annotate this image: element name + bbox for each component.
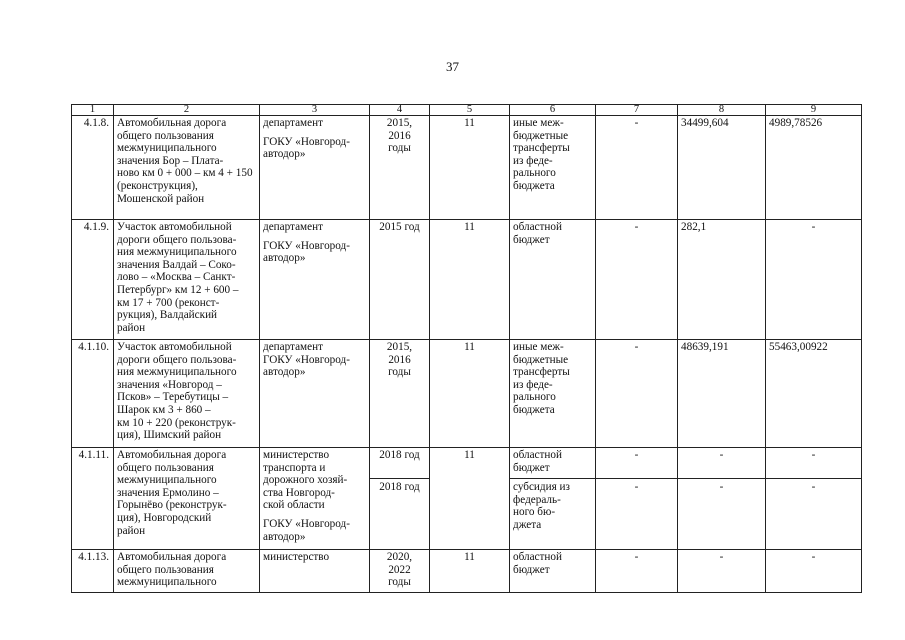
funding-source: областной бюджет [510, 220, 596, 340]
col9-value: - [766, 550, 862, 593]
col7-value: - [596, 116, 678, 220]
col-header-9: 9 [766, 105, 862, 116]
col7-value: - [596, 220, 678, 340]
col8-value: 282,1 [678, 220, 766, 340]
object-name: Автомобильная дорога общего пользования межмуниципального [114, 550, 260, 593]
program-table [71, 104, 862, 593]
col-header-5: 5 [430, 105, 510, 116]
funding-source: областной бюджет [510, 448, 596, 479]
col7-value: - [596, 479, 678, 550]
object-name: Участок автомобильной дороги общего пользова- ния межмуниципального значения Валдай – Соко- лово – «Москва – Санкт- Петербург» км 12 + 600 – км 17 + 700 (реконст- рукция), Валдайский район [114, 220, 260, 340]
col9-value: - [766, 479, 862, 550]
row-number: 4.1.8. [72, 116, 114, 220]
executor-primary: департамент [263, 221, 323, 233]
executor-primary: министерство [260, 550, 370, 593]
col7-value: - [596, 448, 678, 479]
col9-value: 55463,00922 [766, 340, 862, 448]
years: 2018 год [370, 448, 430, 479]
row-number: 4.1.13. [72, 550, 114, 593]
col8-value: - [678, 479, 766, 550]
funding-source: иные меж- бюджетные трансферты из феде- рального бюджета [510, 340, 596, 448]
col9-value: 4989,78526 [766, 116, 862, 220]
object-name: Участок автомобильной дороги общего пользова- ния межмуниципального значения «Новгород – Псков» – Теребутицы – Шарок км 3 + 860 – км 10 + 220 (реконструк- ция), Шимский район [114, 340, 260, 448]
col7-value: - [596, 550, 678, 593]
executor-primary: министерство транспорта и дорожного хозяй- ства Новгород- ской области [263, 449, 348, 512]
table-row [72, 116, 862, 220]
col5-value: 11 [430, 220, 510, 340]
object-name: Автомобильная дорога общего пользования межмуниципального значения Бор – Плата- ново км 0 + 000 – км 4 + 150 (реконструкция), Мошенской район [114, 116, 260, 220]
col-header-8: 8 [678, 105, 766, 116]
col-header-1: 1 [72, 105, 114, 116]
funding-source: областной бюджет [510, 550, 596, 593]
years: 2015, 2016 годы [370, 116, 430, 220]
executor-cell [260, 220, 370, 340]
header-row [72, 105, 862, 116]
object-name: Автомобильная дорога общего пользования межмуниципального значения Ермолино – Горынёво (реконструк- ция), Новгородский район [114, 448, 260, 550]
col-header-3: 3 [260, 105, 370, 116]
col-header-7: 7 [596, 105, 678, 116]
executor-primary: департамент [263, 117, 323, 129]
col8-value: - [678, 550, 766, 593]
table-row [72, 448, 862, 479]
years: 2018 год [370, 479, 430, 550]
executor-secondary: ГОКУ «Новгород- автодор» [263, 353, 350, 379]
executor-primary: департамент [263, 341, 323, 353]
col5-value: 11 [430, 116, 510, 220]
col8-value: 34499,604 [678, 116, 766, 220]
col5-value: 11 [430, 448, 510, 550]
executor-secondary: ГОКУ «Новгород- автодор» [263, 135, 350, 161]
funding-source: субсидия из федераль- ного бю- джета [510, 479, 596, 550]
table-row [72, 340, 862, 448]
row-number: 4.1.11. [72, 448, 114, 550]
page-number: 37 [446, 59, 459, 74]
years: 2015, 2016 годы [370, 340, 430, 448]
executor-secondary: ГОКУ «Новгород- автодор» [263, 239, 350, 265]
row-number: 4.1.10. [72, 340, 114, 448]
table-row [72, 220, 862, 340]
executor-cell [260, 340, 370, 448]
years: 2015 год [370, 220, 430, 340]
years: 2020, 2022 годы [370, 550, 430, 593]
table-row [72, 550, 862, 593]
executor-cell [260, 116, 370, 220]
col9-value: - [766, 220, 862, 340]
col-header-4: 4 [370, 105, 430, 116]
col8-value: 48639,191 [678, 340, 766, 448]
row-number: 4.1.9. [72, 220, 114, 340]
col-header-6: 6 [510, 105, 596, 116]
col5-value: 11 [430, 340, 510, 448]
col8-value: - [678, 448, 766, 479]
funding-source: иные меж- бюджетные трансферты из феде- рального бюджета [510, 116, 596, 220]
executor-cell [260, 448, 370, 550]
col9-value: - [766, 448, 862, 479]
col7-value: - [596, 340, 678, 448]
col-header-2: 2 [114, 105, 260, 116]
col5-value: 11 [430, 550, 510, 593]
executor-secondary: ГОКУ «Новгород- автодор» [263, 517, 350, 543]
